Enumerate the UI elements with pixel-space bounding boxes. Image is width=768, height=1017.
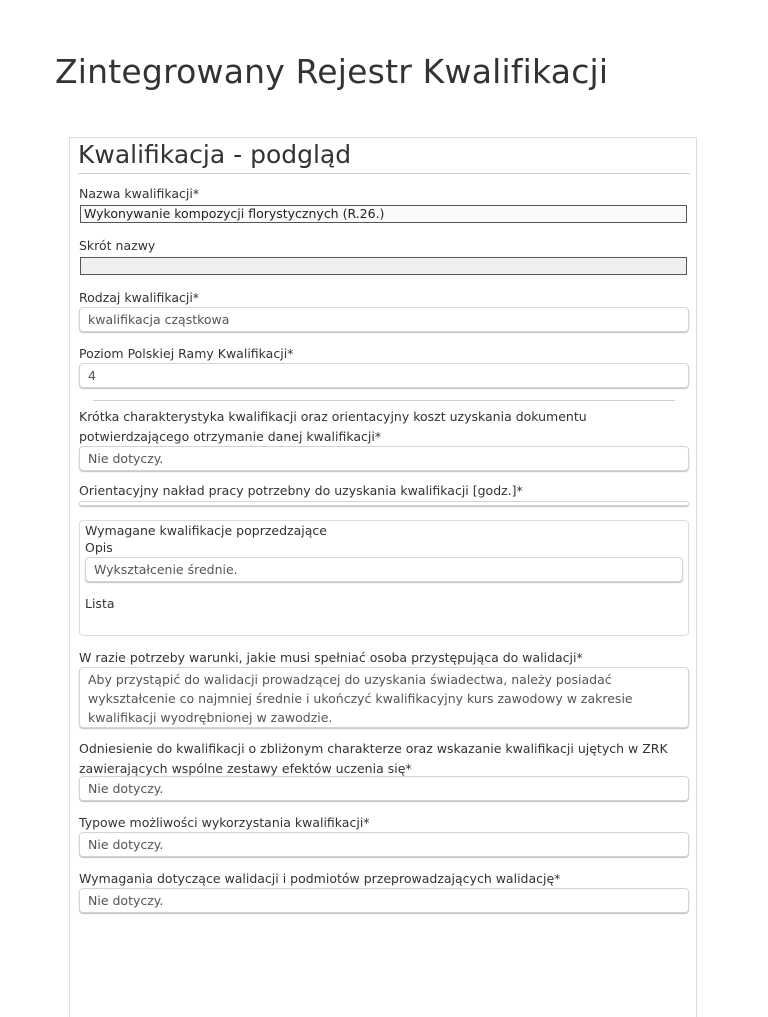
description-field[interactable]: Nie dotyczy. bbox=[79, 446, 689, 471]
app-title: Zintegrowany Rejestr Kwalifikacji bbox=[55, 52, 609, 91]
validation-field[interactable]: Nie dotyczy. bbox=[79, 888, 689, 913]
usage-field[interactable]: Nie dotyczy. bbox=[79, 832, 689, 857]
divider bbox=[93, 400, 675, 401]
type-field[interactable]: kwalifikacja cząstkowa bbox=[79, 307, 689, 332]
reference-label: Odniesienie do kwalifikacji o zbliżonym charakterze oraz wskazanie kwalifikacji ujętych w ZRK zawierających wspólne zestawy efektów uczenia się* bbox=[79, 741, 668, 776]
required-list-label: Lista bbox=[85, 596, 115, 611]
workload-field[interactable] bbox=[79, 501, 689, 506]
abbreviation-label: Skrót nazwy bbox=[79, 238, 156, 253]
conditions-label: W razie potrzeby warunki, jakie musi spełniać osoba przystępująca do walidacji* bbox=[79, 650, 583, 665]
required-description-label: Opis bbox=[85, 540, 113, 555]
conditions-field[interactable]: Aby przystąpić do walidacji prowadzącej do uzyskania świadectwa, należy posiadać wykształcenie co najmniej średnie i ukończyć kwalifikacyjny kurs zawodowy w zakresie kwalifikacji wyodrębnionej w zawodzie. bbox=[79, 667, 689, 728]
required-description-field[interactable]: Wykształcenie średnie. bbox=[85, 557, 683, 582]
workload-label: Orientacyjny nakład pracy potrzebny do uzyskania kwalifikacji [godz.]* bbox=[79, 483, 523, 498]
description-label: Krótka charakterystyka kwalifikacji oraz orientacyjny koszt uzyskania dokumentu potwierdzającego otrzymanie danej kwalifikacji* bbox=[79, 409, 587, 444]
panel-title: Kwalifikacja - podgląd bbox=[78, 140, 690, 174]
required-qualifications-heading: Wymagane kwalifikacje poprzedzające bbox=[85, 523, 327, 538]
usage-label: Typowe możliwości wykorzystania kwalifikacji* bbox=[79, 815, 370, 830]
abbreviation-input[interactable] bbox=[80, 257, 687, 275]
type-label: Rodzaj kwalifikacji* bbox=[79, 290, 200, 305]
prk-level-label: Poziom Polskiej Ramy Kwalifikacji* bbox=[79, 346, 294, 361]
name-input[interactable]: Wykonywanie kompozycji florystycznych (R.26.) bbox=[80, 205, 687, 223]
validation-label: Wymagania dotyczące walidacji i podmiotów przeprowadzających walidację* bbox=[79, 871, 561, 886]
reference-field[interactable]: Nie dotyczy. bbox=[79, 776, 689, 801]
name-label: Nazwa kwalifikacji* bbox=[79, 186, 200, 201]
prk-level-field[interactable]: 4 bbox=[79, 363, 689, 388]
